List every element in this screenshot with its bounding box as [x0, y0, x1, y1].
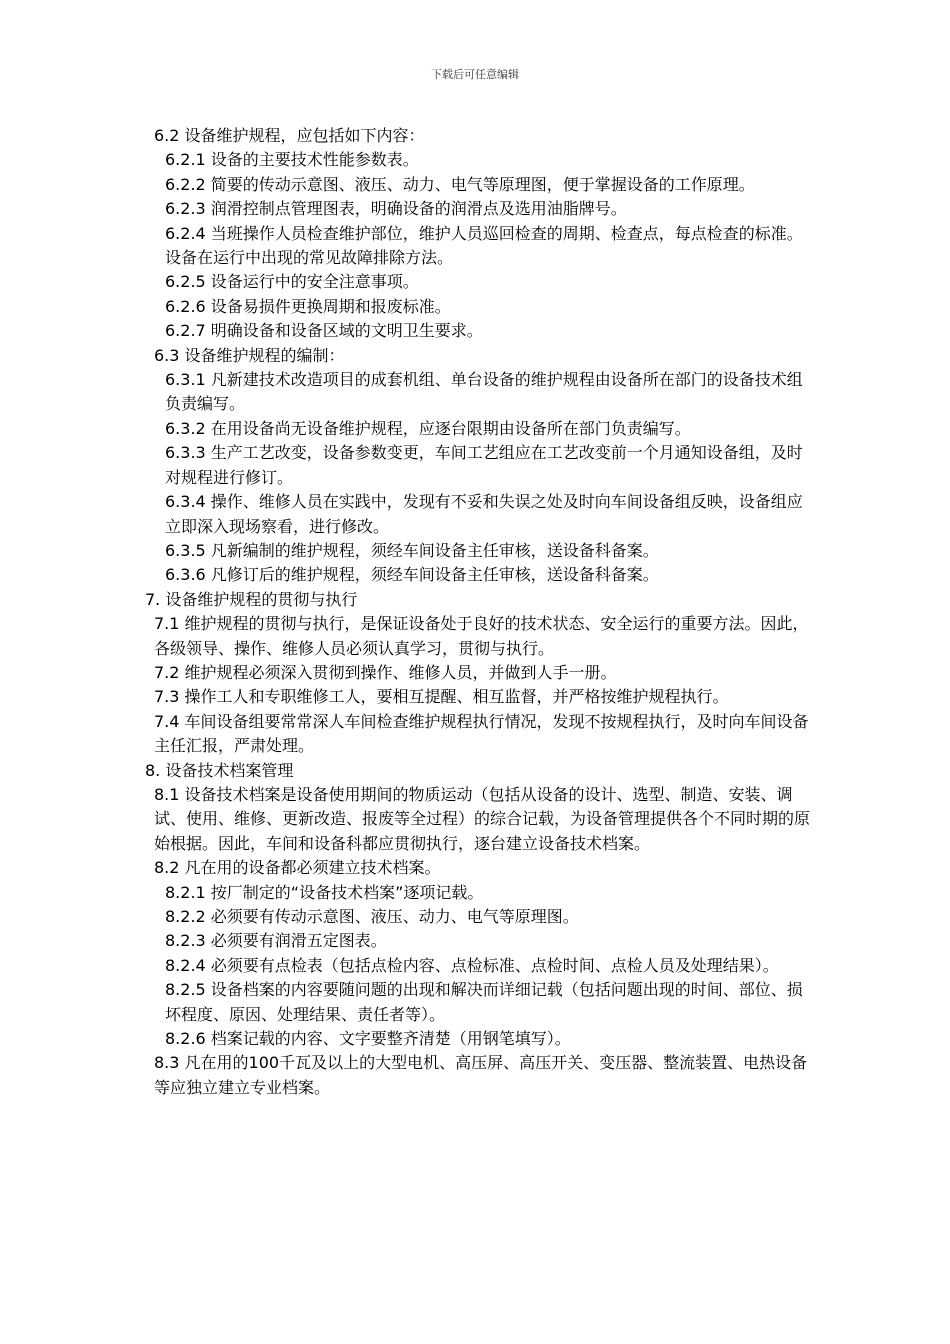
paragraph: 8.1 设备技术档案是设备使用期间的物质运动（包括从设备的设计、选型、制造、安装、调试、使用、维修、更新改造、报废等全过程）的综合记载，为设备管理提供各个不同时期的原始根据。因此，车间和设备科都应贯彻执行，逐台建立设备技术档案。: [154, 784, 811, 853]
paragraph: 6.2.5 设备运行中的安全注意事项。: [165, 272, 419, 292]
paragraph: 6.2.2 简要的传动示意图、液压、动力、电气等原理图，便于掌握设备的工作原理。: [165, 174, 755, 194]
paragraph: 6.3.5 凡新编制的维护规程，须经车间设备主任审核，送设备科备案。: [165, 540, 659, 560]
paragraph: 8.2.1 按厂制定的“设备技术档案”逐项记载。: [165, 882, 484, 902]
paragraph: 8.3 凡在用的100千瓦及以上的大型电机、高压屏、高压开关、变压器、整流装置、电热设备等应独立建立专业档案。: [154, 1053, 808, 1097]
paragraph: 7. 设备维护规程的贯彻与执行: [145, 589, 358, 609]
paragraph: 6.3.2 在用设备尚无设备维护规程，应逐台限期由设备所在部门负责编写。: [165, 418, 691, 438]
paragraph: 8. 设备技术档案管理: [145, 760, 294, 780]
paragraph: 6.2.6 设备易损件更换周期和报废标准。: [165, 296, 451, 316]
paragraph: 8.2.3 必须要有润滑五定图表。: [165, 931, 387, 951]
paragraph: 6.3 设备维护规程的编制：: [154, 345, 345, 365]
paragraph: 7.3 操作工人和专职维修工人，要相互提醒、相互监督，并严格按维护规程执行。: [154, 687, 729, 707]
paragraph: 8.2.6 档案记载的内容、文字要整齐清楚（用钢笔填写）。: [165, 1029, 571, 1049]
paragraph: 8.2.5 设备档案的内容要随问题的出现和解决而详细记载（包括问题出现的时间、部位、损坏程度、原因、处理结果、责任者等）。: [165, 980, 803, 1024]
document-body: [145, 124, 810, 1100]
paragraph: 6.2.1 设备的主要技术性能参数表。: [165, 150, 419, 170]
paragraph: 6.3.6 凡修订后的维护规程，须经车间设备主任审核，送设备科备案。: [165, 565, 659, 585]
paragraph: 6.2.3 润滑控制点管理图表，明确设备的润滑点及选用油脂牌号。: [165, 199, 627, 219]
paragraph: 7.2 维护规程必须深入贯彻到操作、维修人员，并做到人手一册。: [154, 662, 617, 682]
paragraph: 6.2.4 当班操作人员检查维护部位，维护人员巡回检查的周期、检查点，每点检查的标准。设备在运行中出现的常见故障排除方法。: [165, 223, 803, 268]
paragraph: 6.3.1 凡新建技术改造项目的成套机组、单台设备的维护规程由设备所在部门的设备技术组负责编写。: [165, 370, 803, 414]
paragraph: 6.2 设备维护规程，应包括如下内容：: [154, 126, 425, 145]
paragraph: 6.3.3 生产工艺改变，设备参数变更，车间工艺组应在工艺改变前一个月通知设备组，及时对规程进行修订。: [165, 443, 803, 487]
paragraph: 6.2.7 明确设备和设备区域的文明卫生要求。: [165, 321, 483, 341]
paragraph: 8.2.2 必须要有传动示意图、液压、动力、电气等原理图。: [165, 907, 579, 926]
paragraph: 8.2 凡在用的设备都必须建立技术档案。: [154, 858, 441, 878]
paragraph: 7.1 维护规程的贯彻与执行，是保证设备处于良好的技术状态、安全运行的重要方法。因此，各级领导、操作、维修人员必须认真学习，贯彻与执行。: [154, 614, 809, 658]
paragraph: 7.4 车间设备组要常常深人车间检查维护规程执行情况，发现不按规程执行，及时向车间设备主任汇报，严肃处理。: [154, 711, 809, 756]
paragraph: 8.2.4 必须要有点检表（包括点检内容、点检标准、点检时间、点检人员及处理结果）。: [165, 955, 779, 975]
paragraph: 6.3.4 操作、维修人员在实践中，发现有不妥和失误之处及时向车间设备组反映，设备组应立即深入现场察看，进行修改。: [165, 492, 803, 536]
header-note: 下载后可任意编辑: [431, 68, 519, 81]
